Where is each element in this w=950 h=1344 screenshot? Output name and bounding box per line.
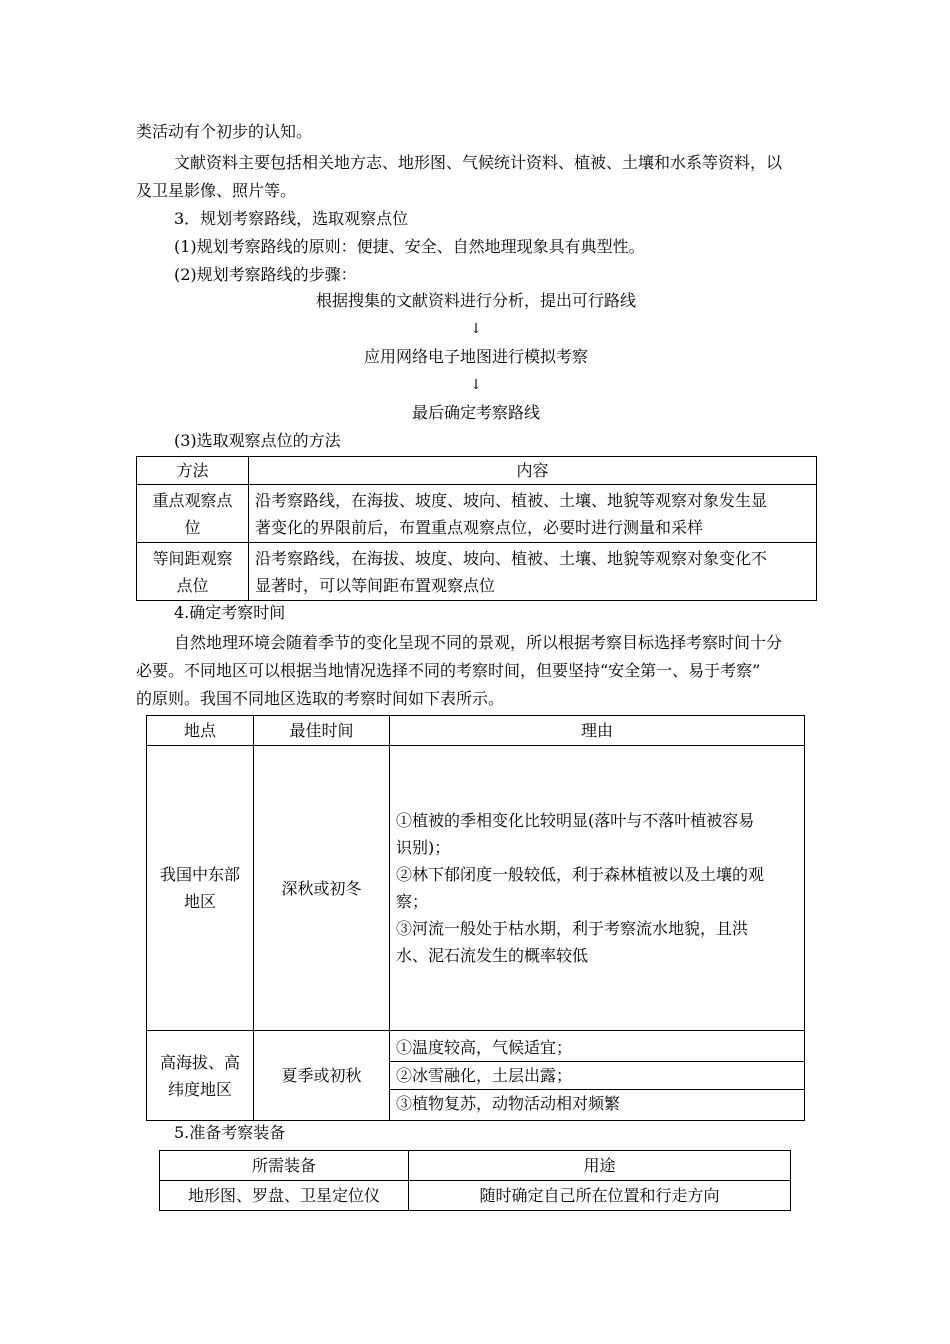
- table-row: [137, 543, 817, 601]
- season-table: [146, 715, 805, 1121]
- table-header-row: [147, 716, 805, 746]
- reason-text: 察；: [396, 892, 429, 911]
- reason-text: ②林下郁闭度一般较低，利于森林植被以及土壤的观: [396, 865, 765, 884]
- table-header-row: [160, 1151, 791, 1181]
- method-cell: [137, 485, 249, 543]
- paragraph-text: 文献资料主要包括相关地方志、地形图、气候统计资料、植被、土壤和水系等资料，以: [174, 153, 783, 172]
- place-text: 高海拔、高: [159, 1052, 240, 1072]
- reason-text: 水、泥石流发生的概率较低: [396, 946, 589, 965]
- flow-arrow-down-icon: ↓: [470, 321, 482, 337]
- paragraph-text: 必要。不同地区可以根据当地情况选择不同的考察时间，但要坚持“安全第一、易于考察”: [136, 661, 761, 680]
- paragraph-text: (2)规划考察路线的步骤：: [174, 265, 357, 284]
- reason-text: 识别)；: [396, 838, 451, 857]
- table-row: [147, 746, 805, 1031]
- flow-step-3: 最后确定考察路线: [411, 403, 540, 422]
- table-header-cell: 所需装备: [160, 1151, 409, 1181]
- paragraph-text: 类活动有个初步的认知。: [136, 122, 313, 141]
- content-text: 显著时，可以等间距布置观察点位: [255, 575, 496, 595]
- content-text: 沿考察路线，在海拔、坡度、坡向、植被、土壤、地貌等观察对象变化不: [255, 548, 768, 568]
- method-text: 等间距观察: [152, 548, 233, 568]
- reason-text: ③植物复苏，动物活动相对频繁: [396, 1094, 621, 1113]
- content-text: 沿考察路线，在海拔、坡度、坡向、植被、土壤、地貌等观察对象发生显: [255, 490, 768, 510]
- flow-arrow-down-icon: ↓: [470, 377, 482, 393]
- reason-text: ①温度较高，气候适宜；: [390, 1034, 804, 1062]
- reason-text: ②冰雪融化，土层出露；: [390, 1062, 804, 1090]
- table-row: [147, 1031, 805, 1121]
- table-row: [137, 485, 817, 543]
- method-text: 位: [184, 517, 201, 537]
- reason-text: ①植被的季相变化比较明显(落叶与不落叶植被容易: [396, 811, 755, 830]
- paragraph-text: (1)规划考察路线的原则：便捷、安全、自然地理现象具有典型性。: [174, 237, 645, 256]
- reason-text: ③河流一般处于枯水期，利于考察流水地貌，且洪: [396, 919, 749, 938]
- time-cell: 夏季或初秋: [254, 1031, 390, 1121]
- table-header-cell: 地点: [147, 716, 254, 746]
- table-header-row: [137, 457, 817, 485]
- method-text: 重点观察点: [152, 490, 233, 510]
- method-cell: [137, 543, 249, 601]
- table-row: [160, 1181, 791, 1211]
- paragraph-text: 及卫星影像、照片等。: [136, 181, 297, 200]
- place-text: 我国中东部: [159, 865, 240, 884]
- content-text: 著变化的界限前后，布置重点观察点位，必要时进行测量和采样: [255, 517, 704, 537]
- section-heading: 4.确定考察时间: [174, 603, 286, 622]
- place-text: 地区: [183, 892, 216, 911]
- paragraph-text: 的原则。我国不同地区选取的考察时间如下表所示。: [136, 689, 505, 708]
- reason-cell: [390, 1031, 805, 1121]
- table-header-cell: 最佳时间: [254, 716, 390, 746]
- use-cell: 随时确定自己所在位置和行走方向: [409, 1181, 791, 1211]
- section-heading: 5.准备考察装备: [174, 1123, 286, 1142]
- flow-step-2: 应用网络电子地图进行模拟考察: [363, 347, 588, 366]
- place-cell: [147, 746, 254, 1031]
- section-heading: 3．规划考察路线，选取观察点位: [174, 209, 409, 228]
- content-cell: [249, 485, 817, 543]
- table-header-cell: 方法: [137, 457, 249, 485]
- equipment-cell: 地形图、罗盘、卫星定位仪: [160, 1181, 409, 1211]
- paragraph-text: (3)选取观察点位的方法: [174, 431, 341, 450]
- flow-step-1: 根据搜集的文献资料进行分析，提出可行路线: [315, 291, 636, 310]
- equipment-table: [159, 1150, 791, 1211]
- time-cell: 深秋或初冬: [254, 746, 390, 1031]
- reason-cell: [390, 746, 805, 1031]
- method-text: 点位: [176, 575, 209, 595]
- content-cell: [249, 543, 817, 601]
- table-header-cell: 用途: [409, 1151, 791, 1181]
- methods-table: [136, 456, 817, 601]
- paragraph-text: 自然地理环境会随着季节的变化呈现不同的景观，所以根据考察目标选择考察时间十分: [174, 633, 783, 652]
- place-text: 纬度地区: [167, 1079, 232, 1099]
- table-header-cell: 理由: [390, 716, 805, 746]
- table-header-cell: 内容: [249, 457, 817, 485]
- place-cell: [147, 1031, 254, 1121]
